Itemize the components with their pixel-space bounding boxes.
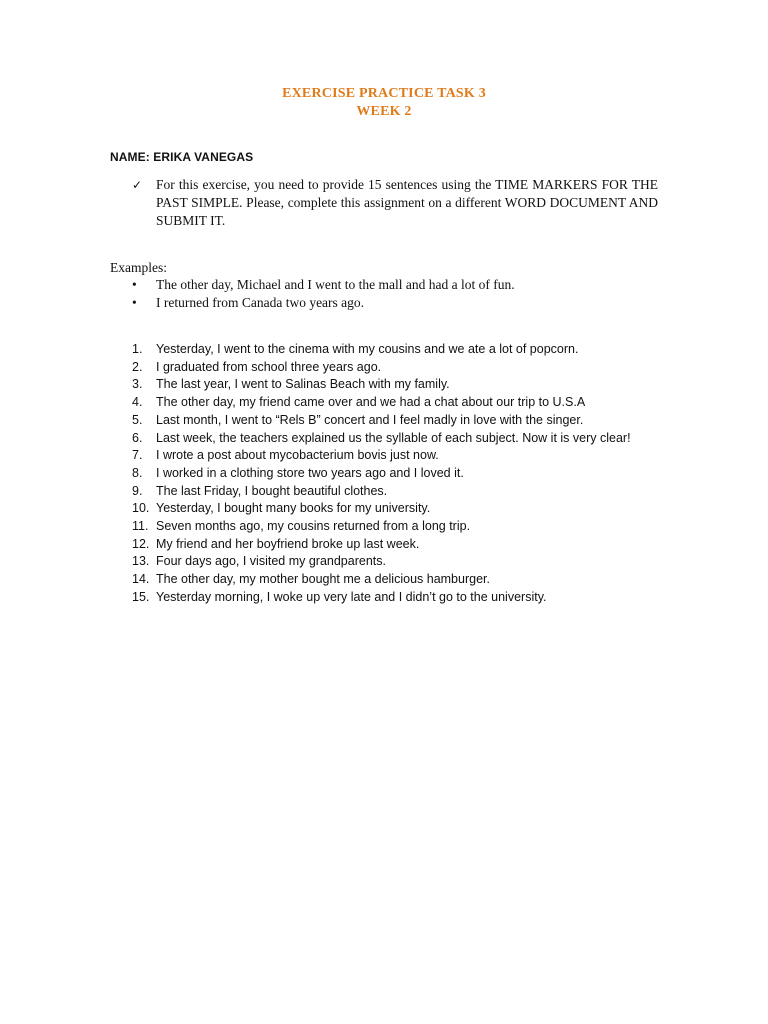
sentence-text: Yesterday morning, I woke up very late and I didn’t go to the university. [156,589,547,604]
sentence-number: 14. [132,572,150,587]
sentence-text: I wrote a post about mycobacterium bovis just now. [156,448,439,463]
sentence-text: I worked in a clothing store two years ago and I loved it. [156,465,464,480]
sentence-text: Yesterday, I bought many books for my university. [156,501,431,516]
sentence-item [132,518,662,536]
sentence-item [132,430,662,448]
sentence-number: 1. [132,342,143,356]
sentence-number: 9. [132,483,143,498]
sentences-list [132,341,662,607]
sentence-number: 6. [132,430,143,445]
instructions [132,176,658,230]
sentence-number: 2. [132,359,143,374]
sentence-text: The other day, my friend came over and we had a chat about our trip to U.S.A [156,395,586,410]
sentence-number: 12. [132,536,150,551]
sentence-number: 4. [132,395,143,410]
sentence-item [132,553,662,571]
sentence-text: Seven months ago, my cousins returned from a long trip. [156,519,471,534]
sentence-text: My friend and her boyfriend broke up last week. [156,536,420,551]
sentence-number: 5. [132,412,143,427]
sentence-text: Four days ago, I visited my grandparents. [156,554,386,569]
example-text: I returned from Canada two years ago. [156,295,365,310]
examples-list [132,276,662,312]
sentence-item [132,536,662,554]
sentence-item [132,376,662,394]
sentence-item [132,589,662,607]
sentence-item [132,359,662,377]
sentence-item [132,447,662,465]
sentence-item [132,500,662,518]
checkmark-icon: ✓ [132,178,143,192]
sentence-text: The last Friday, I bought beautiful clothes. [156,483,388,498]
sentence-item [132,483,662,501]
instructions-text: For this exercise, you need to provide 15 sentences using the TIME MARKERS FOR THE PAST SIMPLE. Please, complete this assignment on a different WORD DOCUMENT AND SUBMIT IT. [156,177,658,228]
sentence-number: 10. [132,501,150,516]
sentence-number: 15. [132,589,150,604]
sentence-item [132,394,662,412]
sentence-item [132,412,662,430]
bullet-icon: • [132,277,137,292]
sentence-number: 3. [132,377,143,392]
example-text: The other day, Michael and I went to the mall and had a lot of fun. [156,277,515,292]
sentence-number: 7. [132,448,143,463]
sentence-number: 13. [132,554,150,569]
sentence-text: The last year, I went to Salinas Beach with my family. [156,377,450,392]
bullet-icon: • [132,295,137,310]
sentence-item [132,571,662,589]
sentence-item [132,465,662,483]
sentence-text: Last week, the teachers explained us the syllable of each subject. Now it is very clear! [156,430,631,445]
sentence-number: 11. [132,519,149,534]
document-title: EXERCISE PRACTICE TASK 3 [282,86,486,101]
student-name: NAME: ERIKA VANEGAS [110,150,254,164]
sentence-number: 8. [132,465,143,480]
sentence-text: I graduated from school three years ago. [156,359,382,374]
examples-label: Examples: [110,260,167,275]
sentence-text: Last month, I went to “Rels B” concert and I feel madly in love with the singer. [156,412,584,427]
sentence-text: The other day, my mother bought me a delicious hamburger. [156,572,490,587]
example-item [132,294,662,312]
sentence-item [132,341,662,359]
example-item [132,276,662,294]
document-subtitle: WEEK 2 [356,104,412,119]
sentence-text: Yesterday, I went to the cinema with my cousins and we ate a lot of popcorn. [156,342,579,356]
